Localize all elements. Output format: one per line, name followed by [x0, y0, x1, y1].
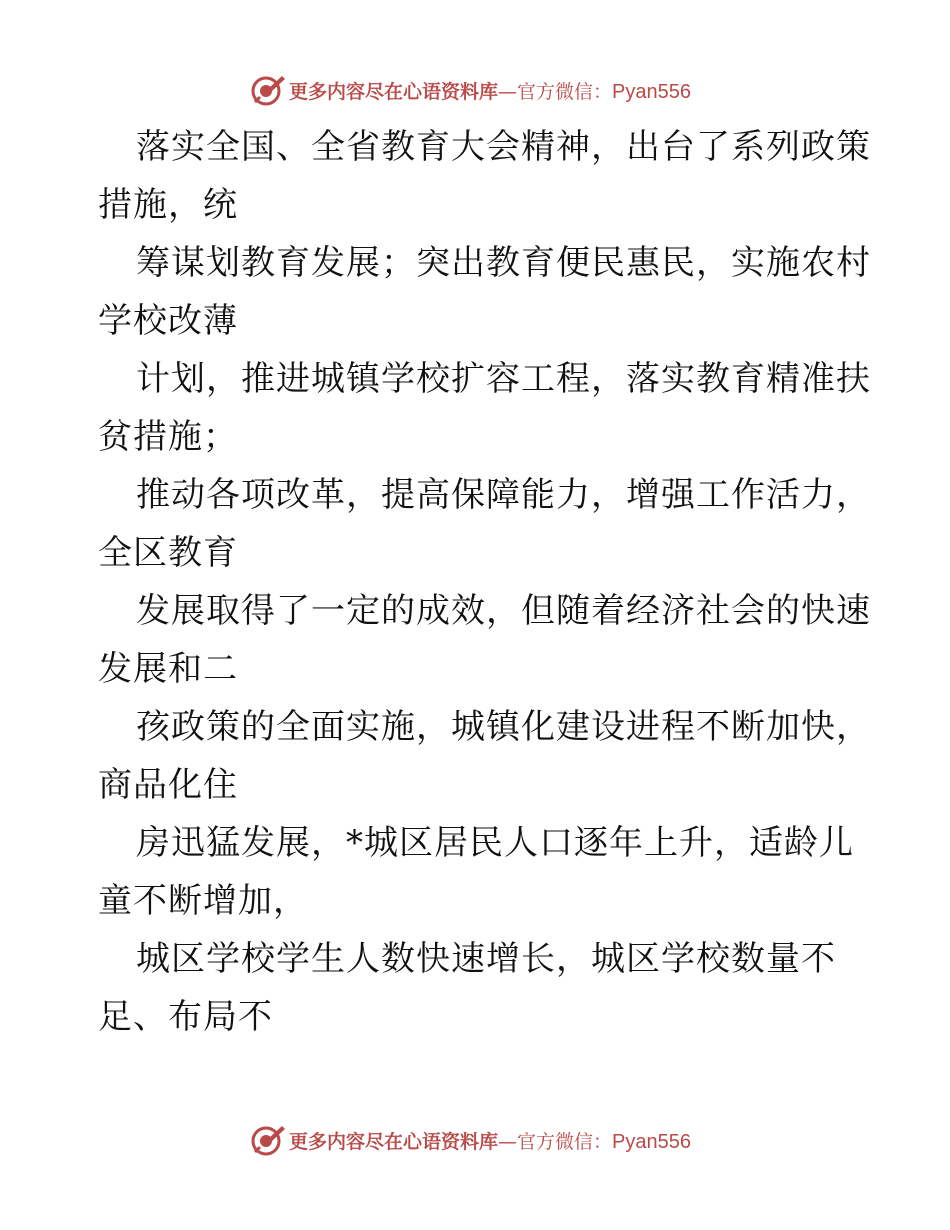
wechat-label: 官方微信：	[517, 80, 613, 103]
brand-text: 更多内容尽在心语资料库	[289, 1130, 499, 1153]
body-line: 学校改薄	[98, 301, 238, 341]
banner-dash: —	[498, 1130, 518, 1153]
brand-text: 更多内容尽在心语资料库	[289, 80, 499, 103]
banner-dash: —	[498, 80, 518, 103]
body-line: 落实全国、全省教育大会精神，出台了系列政策	[136, 127, 871, 167]
body-line: 贫措施；	[98, 417, 238, 457]
brand-logo-icon	[249, 1122, 287, 1158]
wechat-handle: Pyan556	[612, 1130, 691, 1153]
wechat-handle: Pyan556	[612, 80, 691, 103]
body-line: 发展取得了一定的成效，但随着经济社会的快速	[136, 591, 871, 631]
body-line: 全区教育	[98, 533, 238, 573]
header-banner-text	[289, 77, 691, 104]
body-line: 发展和二	[98, 649, 238, 689]
body-line: 推动各项改革，提高保障能力，增强工作活力，	[136, 475, 871, 515]
header-banner	[0, 70, 950, 110]
footer-banner-text	[289, 1127, 691, 1154]
body-line: 童不断增加，	[98, 881, 308, 921]
body-line: 足、布局不	[98, 997, 273, 1037]
body-line: 城区学校学生人数快速增长，城区学校数量不	[136, 939, 836, 979]
body-line: 房迅猛发展，*城区居民人口逐年上升，适龄儿	[136, 823, 854, 863]
document-body	[98, 118, 871, 1046]
body-line: 措施，统	[98, 185, 238, 225]
brand-logo-icon	[249, 72, 287, 108]
body-line: 筹谋划教育发展；突出教育便民惠民，实施农村	[136, 243, 871, 283]
body-line: 计划，推进城镇学校扩容工程，落实教育精准扶	[136, 359, 871, 399]
wechat-label: 官方微信：	[517, 1130, 613, 1153]
header-banner-inner	[249, 72, 691, 108]
footer-banner-inner	[249, 1122, 691, 1158]
footer-banner	[0, 1120, 950, 1160]
body-line: 商品化住	[98, 765, 238, 805]
body-line: 孩政策的全面实施，城镇化建设进程不断加快，	[136, 707, 871, 747]
